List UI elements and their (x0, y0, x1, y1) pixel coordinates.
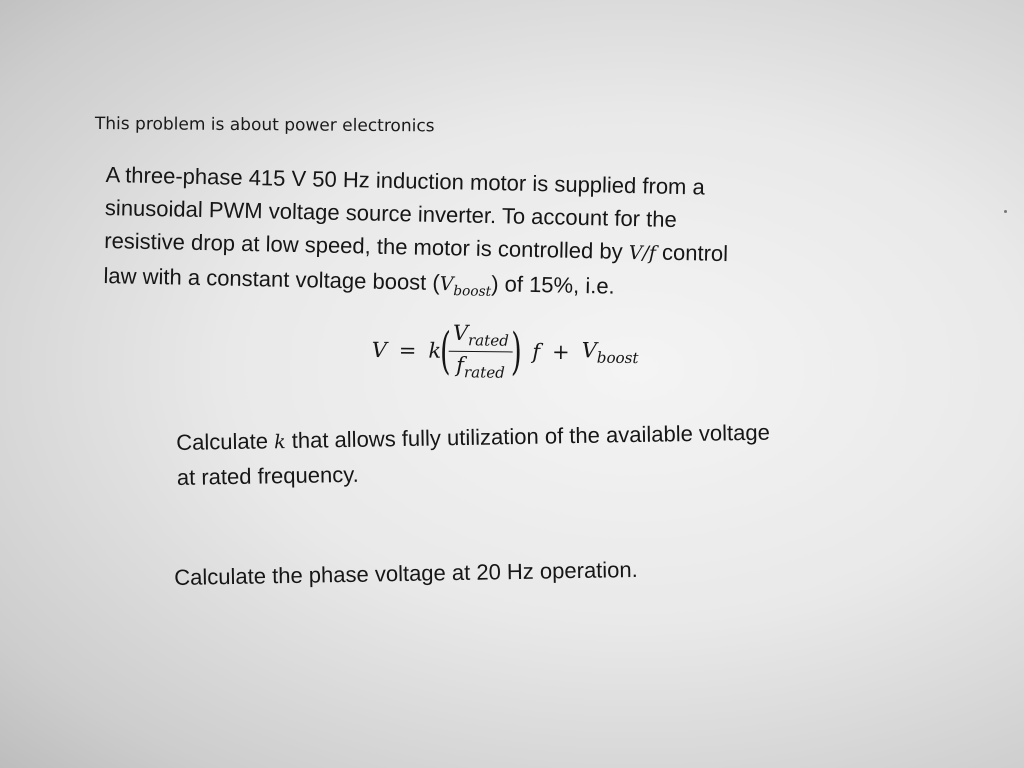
speck-mark (1004, 210, 1007, 213)
boost-subscript: boost (453, 283, 492, 300)
problem-line-4-text: law with a constant voltage boost ( (103, 262, 441, 296)
question-1 (176, 416, 771, 495)
left-paren: ( (439, 321, 451, 381)
problem-line-2: sinusoidal PWM voltage source inverter. To account for the (104, 194, 677, 232)
problem-line-4-end: ) of 15%, i.e. (490, 271, 615, 299)
problem-line-3-end: control (661, 239, 729, 267)
eq-lhs: V (371, 338, 387, 363)
question-2: Calculate the phase voltage at 20 Hz operation. (174, 556, 638, 590)
eq-fraction (448, 321, 513, 382)
v-boost-symbol (439, 273, 492, 300)
eq-f: f (532, 339, 541, 365)
den-f: f (456, 353, 465, 378)
num-subscript: rated (467, 331, 510, 350)
control-law-equation (371, 320, 639, 383)
eq-plus: + (551, 340, 570, 365)
den-subscript: rated (463, 363, 505, 382)
k-symbol: k (273, 431, 286, 454)
right-paren: ) (510, 322, 523, 381)
intro-text: This problem is about power electronics (94, 114, 435, 137)
eq-v-boost (582, 338, 639, 367)
eq-equals: = (398, 338, 417, 363)
num-v: V (452, 320, 469, 346)
eq-numerator (449, 321, 513, 353)
problem-line-3-text: resistive drop at low speed, the motor is controlled by (104, 227, 623, 264)
problem-line-1: A three-phase 415 V 50 Hz induction motor is supplied from a (105, 161, 706, 200)
v-symbol: V (439, 273, 454, 296)
eq-denominator (452, 352, 509, 382)
question-1-pre: Calculate (176, 428, 269, 455)
boost-v: V (581, 338, 598, 363)
boost-v-subscript: boost (596, 348, 639, 368)
question-1-line-2: at rated frequency. (176, 461, 359, 490)
eq-k: k (428, 338, 442, 364)
problem-statement (103, 158, 926, 318)
question-1-post: that allows fully utilization of the available voltage (291, 419, 771, 453)
vf-symbol: V/f (628, 241, 657, 265)
